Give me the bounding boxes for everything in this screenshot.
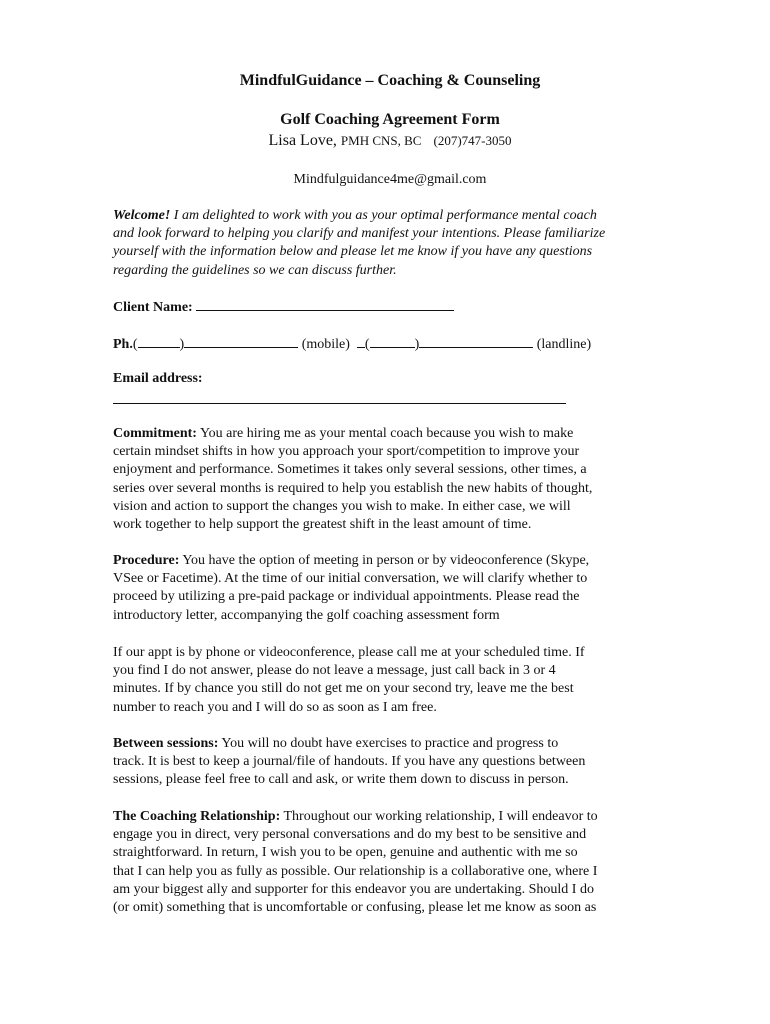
paragraph-line: track. It is best to keep a journal/file of handouts. If you have any questions between	[113, 754, 586, 770]
welcome-paragraph	[113, 207, 673, 280]
mobile-area-code-field[interactable]	[138, 334, 180, 348]
relationship-paragraph	[113, 808, 673, 917]
coach-email: Mindfulguidance4me@gmail.com	[293, 172, 487, 187]
paragraph-line: If our appt is by phone or videoconference, please call me at your scheduled time. If	[113, 645, 585, 660]
paragraph-line: work together to help support the greatest shift in the least amount of time.	[113, 517, 532, 533]
mobile-number-field[interactable]	[184, 334, 298, 348]
landline-number-field[interactable]	[419, 334, 533, 348]
paren: (	[132, 337, 138, 352]
landline-lead-blank	[357, 334, 365, 348]
landline-area-code-field[interactable]	[370, 334, 415, 348]
commitment-paragraph	[113, 425, 673, 534]
paragraph-line: (or omit) something that is uncomfortable or confusing, please let me know as soon as	[113, 900, 597, 916]
phone-label: Ph.	[113, 337, 133, 352]
paren: )	[414, 337, 420, 352]
paragraph-line: engage you in direct, very personal conversations and do my best to be sensitive and	[113, 827, 587, 843]
email-row	[113, 370, 203, 388]
coach-contact-line	[0, 132, 770, 150]
client-name-field[interactable]	[196, 297, 454, 311]
welcome-line: yourself with the information below and please let me know if you have any questions	[113, 244, 593, 260]
paragraph-line: You have the option of meeting in person or by videoconference (Skype,	[182, 553, 590, 568]
relationship-label: The Coaching Relationship:	[113, 809, 281, 824]
coach-credentials: PMH CNS, BC	[340, 133, 422, 148]
commitment-label: Commitment:	[113, 426, 197, 441]
phone-row	[113, 334, 591, 354]
paragraph-line: introductory letter, accompanying the golf coaching assessment form	[113, 607, 500, 623]
paragraph-line: minutes. If by chance you still do not get me on your second try, leave me the best	[113, 681, 574, 697]
paragraph-line: series over several months is required to help you establish the new habits of thought,	[113, 480, 593, 496]
coach-phone: (207)747-3050	[433, 133, 512, 148]
email-field[interactable]	[113, 403, 566, 404]
welcome-line: I am delighted to work with you as your optimal performance mental coach	[173, 208, 597, 223]
landline-label: (landline)	[536, 337, 592, 352]
paren: (	[364, 337, 370, 352]
client-name-label: Client Name:	[113, 300, 193, 315]
between-sessions-label: Between sessions:	[113, 736, 219, 751]
paragraph-line: enjoyment and performance. Sometimes it takes only several sessions, other times, a	[113, 462, 587, 478]
welcome-line: regarding the guidelines so we can discuss further.	[113, 262, 397, 278]
paragraph-line: You are hiring me as your mental coach because you wish to make	[199, 426, 574, 441]
email-label: Email address:	[113, 371, 203, 386]
procedure-paragraph	[113, 552, 673, 625]
paragraph-line: sessions, please feel free to call and ask, or write them down to discuss in person.	[113, 772, 569, 788]
paragraph-line: straightforward. In return, I wish you to be open, genuine and authentic with me so	[113, 845, 578, 861]
paren: )	[179, 337, 185, 352]
mobile-label: (mobile)	[301, 337, 350, 352]
company-title: MindfulGuidance – Coaching & Counseling	[239, 72, 541, 89]
paragraph-line: vision and action to support the changes you wish to make. In either case, we will	[113, 498, 571, 514]
between-sessions-paragraph	[113, 735, 673, 790]
paragraph-line: VSee or Facetime). At the time of our initial conversation, we will clarify whether to	[113, 571, 588, 587]
welcome-label: Welcome!	[113, 208, 171, 223]
paragraph-line: am your biggest ally and supporter for this endeavor you are undertaking. Should I do	[113, 881, 594, 897]
paragraph-line: proceed by utilizing a pre-paid package or individual appointments. Please read the	[113, 589, 580, 605]
client-name-row	[113, 297, 454, 317]
appointments-paragraph	[113, 644, 673, 717]
paragraph-line: that I can help you as fully as possible. Our relationship is a collaborative one, where I	[113, 863, 598, 879]
procedure-label: Procedure:	[113, 553, 180, 568]
coach-name: Lisa Love,	[268, 132, 337, 149]
paragraph-line: You will no doubt have exercises to practice and progress to	[221, 736, 559, 751]
paragraph-line: certain mindset shifts in how you approach your sport/competition to improve your	[113, 444, 580, 460]
paragraph-line: you find I do not answer, please do not leave a message, just call back in 3 or 4	[113, 663, 556, 679]
paragraph-line: Throughout our working relationship, I will endeavor to	[283, 809, 598, 824]
paragraph-line: number to reach you and I will do so as soon as I am free.	[113, 699, 437, 715]
welcome-line: and look forward to helping you clarify and manifest your intentions. Please familiarize	[113, 226, 606, 242]
form-title: Golf Coaching Agreement Form	[280, 111, 500, 128]
